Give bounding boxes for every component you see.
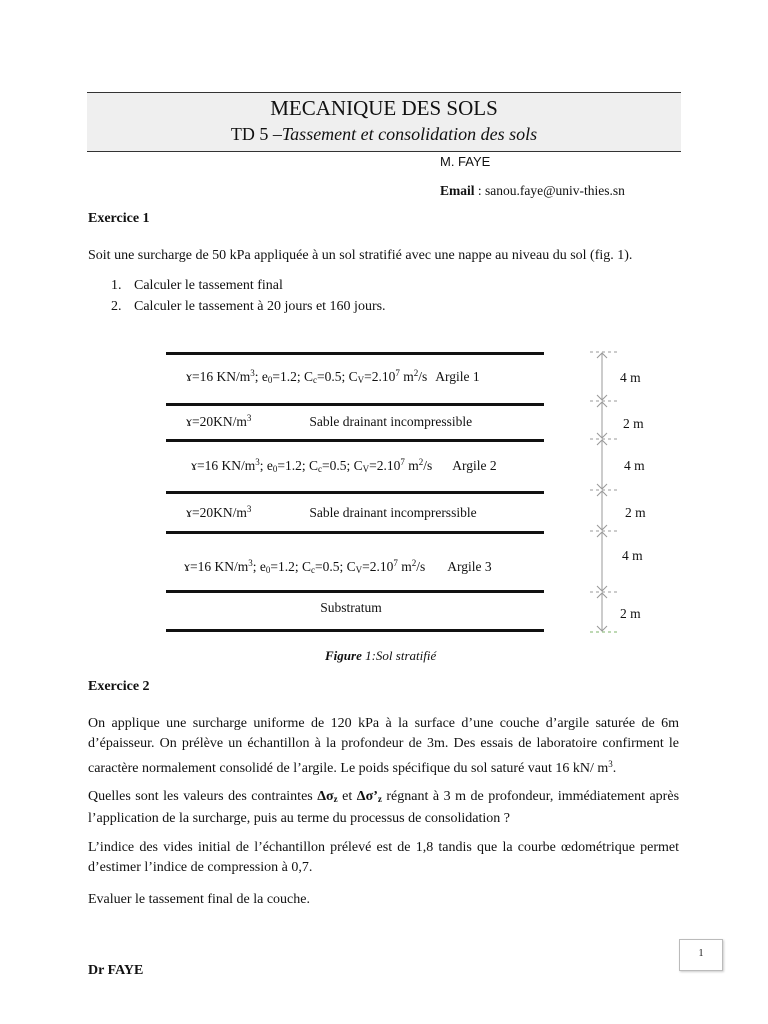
layer-boundary — [166, 491, 544, 494]
exercise2-paragraph-3: L’indice des vides initial de l’échantillon prélevé est de 1,8 tandis que la courbe œdométrique permet d’estimer l’indice de compression à 0,7. — [88, 840, 679, 875]
exercise2-heading: Exercice 2 — [88, 679, 150, 694]
figure-caption: Figure 1:Sol stratifié — [325, 648, 437, 663]
thickness-label: 2 m — [623, 416, 644, 431]
email-value: : sanou.faye@univ-thies.sn — [474, 183, 625, 198]
layer-name: Sable drainant incompressible — [309, 414, 473, 429]
thickness-label: 2 m — [620, 606, 641, 621]
subtitle-prefix: TD 5 – — [230, 124, 282, 144]
layer-substratum — [166, 600, 536, 616]
exercise1-item-2: 2. Calculer le tassement à 20 jours et 160 jours. — [111, 299, 386, 314]
thickness-label: 4 m — [624, 458, 645, 473]
author-name: M. FAYE — [440, 154, 491, 169]
exercise2-paragraph-1: On applique une surcharge uniforme de 120 kPa à la surface d’une couche d’argile saturée de 6m d’épaisseur. On prélève un échantillon à la profondeur de 3m. Des essais de laboratoire confirment le caractère normalement consolidé de l’argile. Le poids spécifique du sol saturé vaut 16 kN/ $m^3$. — [88, 716, 679, 776]
footer-author: Dr FAYE — [88, 963, 144, 978]
page-number: 1 — [679, 939, 723, 971]
layer-boundary — [166, 629, 544, 632]
thickness-label: 4 m — [622, 548, 643, 563]
thickness-label: 2 m — [625, 505, 646, 520]
layer-name: Argile 1 — [435, 369, 480, 384]
document-title: MECANIQUE DES SOLS — [270, 96, 498, 120]
subtitle-italic: Tassement et consolidation des sols — [281, 124, 538, 144]
document-header — [87, 92, 681, 152]
exercise2-paragraph-4: Evaluer le tassement final de la couche. — [88, 892, 310, 907]
layer-name: Sable drainant incomprerssible — [309, 505, 477, 520]
layer-boundary — [166, 590, 544, 593]
author-email — [440, 181, 625, 201]
thickness-label: 4 m — [620, 370, 641, 385]
exercise1-item-1: 1. Calculer le tassement final — [111, 278, 283, 293]
dimension-arrows — [580, 345, 630, 637]
layer-name: Substratum — [320, 600, 382, 615]
layer-name: Argile 2 — [452, 458, 497, 473]
exercise1-intro: Soit une surcharge de 50 kPa appliquée à un sol stratifié avec une nappe au niveau du sol (fig. 1). — [88, 248, 633, 263]
exercise1-heading: Exercice 1 — [88, 211, 150, 226]
layer-boundary — [166, 352, 544, 355]
layer-argile-2: ɤ=16 $KN/m^3$; $e_0=1.2$; $C_c=0.5$; $C_V=2.10^7$ $m^2/s$ Argile 2 — [191, 457, 497, 474]
layer-sable-2: $ɤ=20KN/m^3$ Sable drainant incomprerssible — [186, 504, 477, 520]
layer-argile-3: ɤ=16 $KN/m^3$; $e_0=1.2$; $C_c=0.5$; $C_V=2.10^7$ $m^2/s$ Argile 3 — [184, 558, 492, 575]
layer-argile-1: ɤ=16 $KN/m^3$; $e_0=1.2$; $C_c=0.5$; $C_V=2.10^7$ $m^2/s$ Argile 1 — [186, 368, 480, 385]
layer-boundary — [166, 531, 544, 534]
exercise2-paragraph-2: Quelles sont les valeurs des contraintes $\Delta\sigma_z$ et $\Delta\sigma’_z$ régnant à 3 m de profondeur, immédiatement après l’application de la surcharge, puis au terme du processus de consolidation ? — [88, 789, 680, 826]
layer-boundary — [166, 403, 544, 406]
layer-name: Argile 3 — [447, 559, 492, 574]
document-subtitle — [87, 123, 681, 145]
layer-boundary — [166, 439, 544, 442]
layer-sable-1: $ɤ=20KN/m^3$ Sable drainant incompressible — [186, 413, 473, 429]
email-label: Email — [440, 183, 475, 198]
